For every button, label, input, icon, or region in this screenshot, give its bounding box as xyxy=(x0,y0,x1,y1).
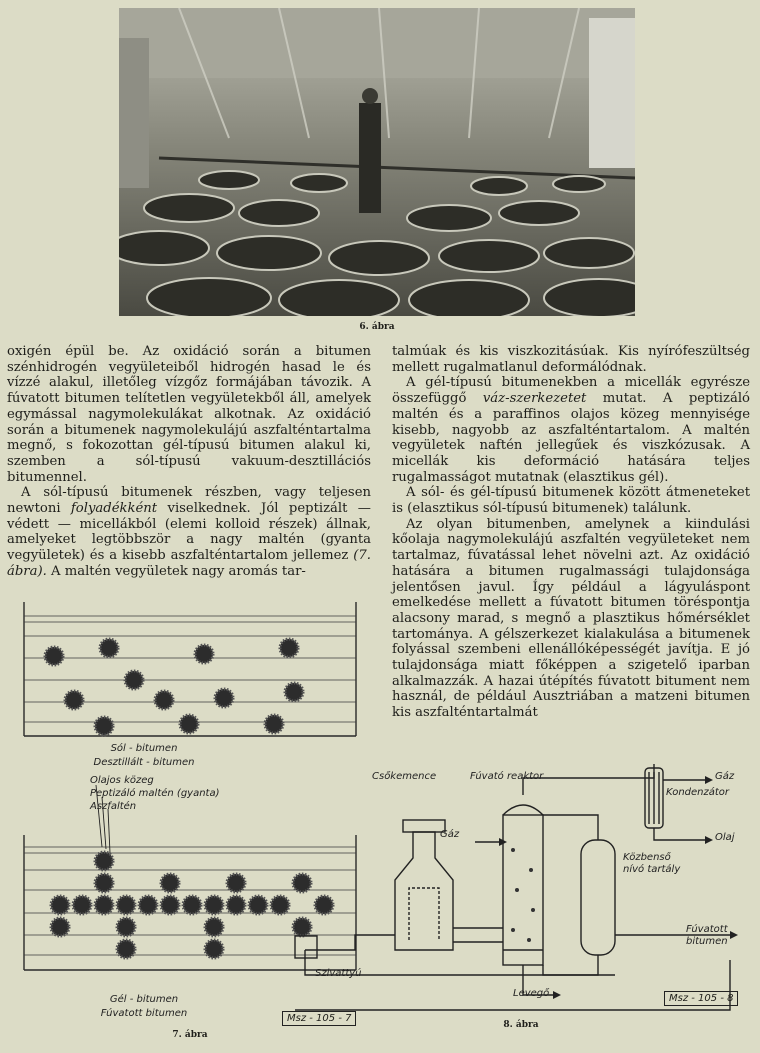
left-column xyxy=(7,344,371,580)
figure-7-reference: (7. ábra). xyxy=(7,548,371,579)
right-paragraph-2: A sól- és gél-típusú bitumenek között átmeneteket is (elasztikus sól-típusú bitumenek) találunk. xyxy=(392,485,750,517)
left-paragraph-2: A sól-típusú bitumenek részben, vagy teljesen newtoni folyadékként viselkednek. Jól peptizált — védett — micellákból (elemi kolloid részek) állnak, amelyeket legtöbbször a nagy maltén (gyanta vegyületek) és a kisebb aszfalténtartalom jellemez (7. ábra). A maltén vegyületek nagy aromás tar- xyxy=(7,485,371,579)
label-pump: Szivattyú xyxy=(315,968,362,979)
figure-7-caption: 7. ábra xyxy=(172,1030,208,1040)
tube-furnace xyxy=(395,832,453,950)
label-intermediate-tank: Közbenső nívó tartály xyxy=(623,852,681,875)
pump xyxy=(295,936,317,958)
gel-bitumen-label: Gél - bitumen Fúvatott bitumen xyxy=(100,994,188,1019)
label-tube-furnace: Csőkemence xyxy=(372,771,437,782)
sol-bitumen-diagram xyxy=(14,600,366,740)
legend-oily-medium: Olajos közeg xyxy=(90,775,154,786)
label-condenser: Kondenzátor xyxy=(666,787,730,798)
figure-6-photo xyxy=(119,8,635,316)
figure-8-stamp: Msz - 105 - 8 xyxy=(664,991,738,1006)
figure-6-caption: 6. ábra xyxy=(359,322,395,332)
sol-bitumen-label: Sól - bitumen Desztillált - bitumen xyxy=(93,743,195,768)
emphasis-vaz-szerkezet: váz-szerkezetet xyxy=(482,391,587,407)
legend-peptizing-malten: Peptizáló maltén (gyanta) xyxy=(90,788,220,799)
label-gas-in: Gáz xyxy=(440,829,460,840)
intermediate-tank xyxy=(581,840,615,955)
label-gas-out: Gáz xyxy=(715,771,735,782)
right-paragraph-1: A gél-típusú bitumenekben a micellák egyrésze összefüggő váz-szerkezetet mutat. A peptizáló maltén és a paraffinos olajos közeg mennyisége kisebb, nagyobb az aszfalténtartalom. A maltén vegyületek naftén jellegűek és viszkózusak. A micellák kis deformáció hatására teljes rugalmasságot mutatnak (elasztikus gél). xyxy=(392,375,750,485)
blowing-reactor xyxy=(503,815,543,965)
label-air: Levegő xyxy=(513,988,550,999)
figure-8-caption: 8. ábra xyxy=(503,1020,539,1030)
factory-hall-photo xyxy=(119,8,635,316)
label-oil: Olaj xyxy=(715,832,735,843)
gel-legend xyxy=(90,774,220,813)
left-paragraph-1: oxigén épül be. Az oxidáció során a bitumen szénhidrogén vegyületeiből hidrogén hasad le és vízzé alakul, illetőleg vízgőz formájában távozik. A fúvatott bitumen telítetlen vegyületekből áll, amelyek egymással nagymolekulákat alkotnak. Az oxidáció során a bitumenek nagymolekulájú aszfalténtartalma megnő, s fokozottan gél-típusú bitumen alakul ki, szemben a sól-típusú vakuum-desztillációs bitumennel. xyxy=(7,344,371,485)
emphasis-folyadek: folyadékként xyxy=(70,501,158,517)
blowing-process-diagram xyxy=(285,760,757,1025)
right-paragraph-0: talmúak és kis viszkozitásúak. Kis nyírófeszültség mellett rugalmatlanul deformálódnak. xyxy=(392,344,750,375)
figure-7-stamp: Msz - 105 - 7 xyxy=(282,1011,356,1026)
label-blown-bitumen: Fúvatott bitumen xyxy=(686,924,728,947)
legend-asphaltene: Aszfaltén xyxy=(90,801,137,812)
right-column xyxy=(392,344,750,721)
label-blowing-reactor: Fúvató reaktor xyxy=(470,771,544,782)
right-paragraph-3: Az olyan bitumenben, amelynek a kiindulási kőolaja nagymolekulájú aszfaltén vegyületeket nem tartalmaz, fúvatással lehet növelni azt. Az oxidáció hatására a bitumen rugalmassági tulajdonsága jelentősen javul. Így például a lágyuláspont emelkedése mellett a fúvatott bitumen töréspontja alacsony marad, s megnő a plasztikus hőmérséklet tartománya. A gélszerkezet kialakulása a bitumenek folyással szembeni ellenállóképességét javítja. E jó tulajdonsága miatt főképpen a szigetelő iparban alkalmazzák. A hazai útépítés fúvatott bitument nem használ, de például Ausztriában a matzeni bitumen kis aszfalténtartalmát xyxy=(392,516,750,721)
